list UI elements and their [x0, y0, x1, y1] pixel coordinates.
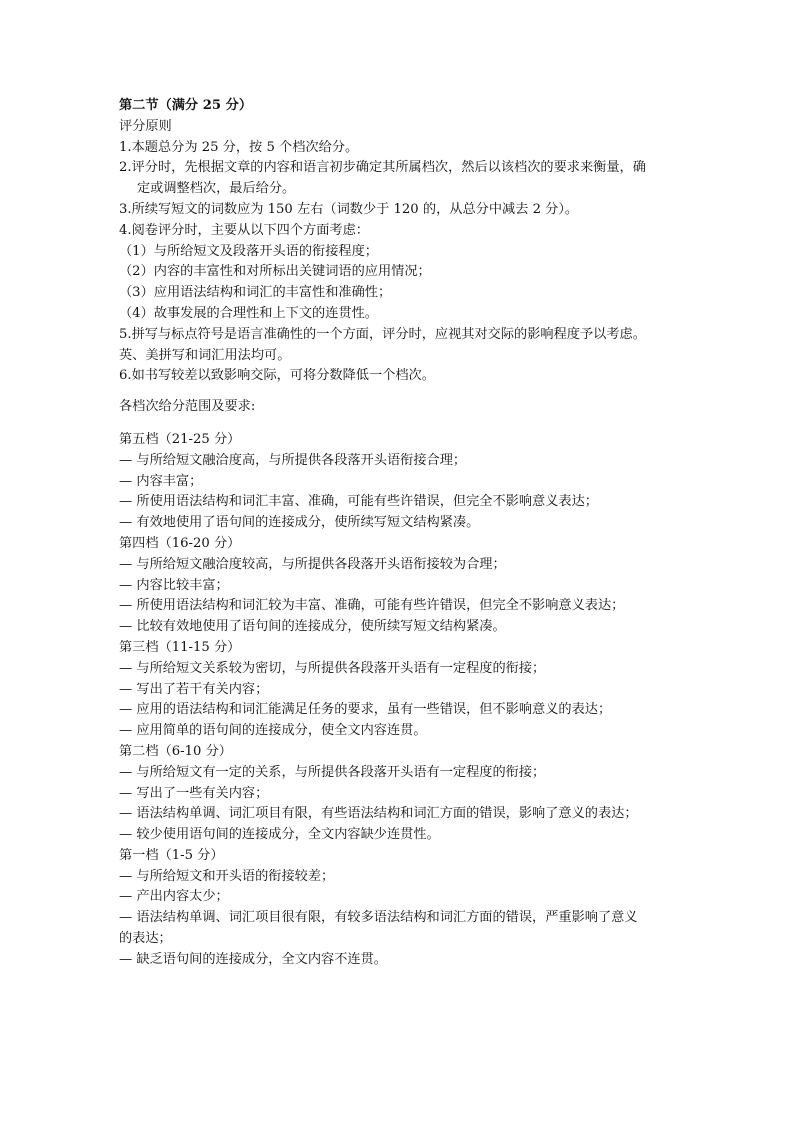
principle-4-sub-2: （2）内容的丰富性和对所标出关键词语的应用情况；: [119, 264, 431, 280]
level-title: 第五档（21-25 分）: [119, 431, 241, 447]
level-item: — 与所给短文和开头语的衔接较差；: [119, 868, 335, 884]
section-title: 第二节（满分 25 分）: [119, 98, 253, 113]
level-item: — 写出了若干有关内容；: [119, 681, 269, 697]
level-item: — 语法结构单调、词汇项目很有限，有较多语法结构和词汇方面的错误，严重影响了意义: [119, 910, 638, 926]
level-item: — 应用的语法结构和词汇能满足任务的要求，虽有一些错误，但不影响意义的表达；: [119, 702, 612, 718]
level-item: — 与所给短文有一定的关系，与所提供各段落开头语有一定程度的衔接；: [119, 764, 546, 780]
level-item: — 较少使用语句间的连接成分，全文内容缺少连贯性。: [119, 827, 440, 843]
level-item: — 与所给短文融洽度较高，与所提供各段落开头语衔接较为合理；: [119, 556, 506, 572]
principle-2-continued: 定或调整档次，最后给分。: [137, 181, 296, 197]
principle-6: 6.如书写较差以致影响交际，可将分数降低一个档次。: [119, 368, 435, 384]
level-item: — 应用简单的语句间的连接成分，使全文内容连贯。: [119, 723, 427, 739]
level-title: 第四档（16-20 分）: [119, 535, 241, 551]
level-item: — 写出了一些有关内容；: [119, 785, 269, 801]
principle-1: 1.本题总分为 25 分，按 5 个档次给分。: [119, 139, 359, 155]
principles-heading: 评分原则: [119, 118, 172, 134]
level-title: 第一档（1-5 分）: [119, 847, 224, 863]
level-item: — 所使用语法结构和词汇丰富、准确，可能有些许错误，但完全不影响意义表达；: [119, 494, 598, 510]
document-page: [119, 96, 699, 971]
level-item: — 与所给短文融洽度高，与所提供各段落开头语衔接合理；: [119, 452, 467, 468]
level-item: — 所使用语法结构和词汇较为丰富、准确，可能有些许错误，但完全不影响意义表达；: [119, 598, 625, 614]
level-item: — 与所给短文关系较为密切，与所提供各段落开头语有一定程度的衔接；: [119, 660, 546, 676]
principle-4-sub-1: （1）与所给短文及段落开头语的衔接程度；: [119, 243, 378, 259]
level-item: — 内容比较丰富；: [119, 577, 229, 593]
level-item: — 比较有效地使用了语句间的连接成分，使所续写短文结构紧凑。: [119, 619, 506, 635]
principle-5: 5.拼写与标点符号是语言准确性的一个方面，评分时，应视其对交际的影响程度予以考虑。: [119, 326, 646, 342]
level-item: — 缺乏语句间的连接成分，全文内容不连贯。: [119, 951, 387, 967]
principle-4-sub-4: （4）故事发展的合理性和上下文的连贯性。: [119, 305, 378, 321]
level-item: — 有效地使用了语句间的连接成分，使所续写短文结构紧凑。: [119, 515, 480, 531]
principle-3: 3.所续写短文的词数应为 150 左右（词数少于 120 的，从总分中减去 2 分）。: [119, 201, 579, 217]
principle-4: 4.阅卷评分时，主要从以下四个方面考虑：: [119, 222, 369, 238]
principle-5-continued: 英、美拼写和词汇用法均可。: [119, 347, 291, 363]
principle-2: 2.评分时，先根据文章的内容和语言初步确定其所属档次，然后以该档次的要求来衡量，确: [119, 160, 646, 176]
level-item: — 语法结构单调、词汇项目有限，有些语法结构和词汇方面的错误，影响了意义的表达；: [119, 806, 638, 822]
level-item: — 内容丰富；: [119, 473, 203, 489]
level-title: 第三档（11-15 分）: [119, 639, 241, 655]
level-item: — 产出内容太少；: [119, 889, 229, 905]
level-title: 第二档（6-10 分）: [119, 743, 232, 759]
levels-heading: 各档次给分范围及要求:: [119, 399, 256, 415]
principle-4-sub-3: （3）应用语法结构和词汇的丰富性和准确性；: [119, 285, 392, 301]
level-item-continued: 的表达；: [119, 931, 172, 947]
